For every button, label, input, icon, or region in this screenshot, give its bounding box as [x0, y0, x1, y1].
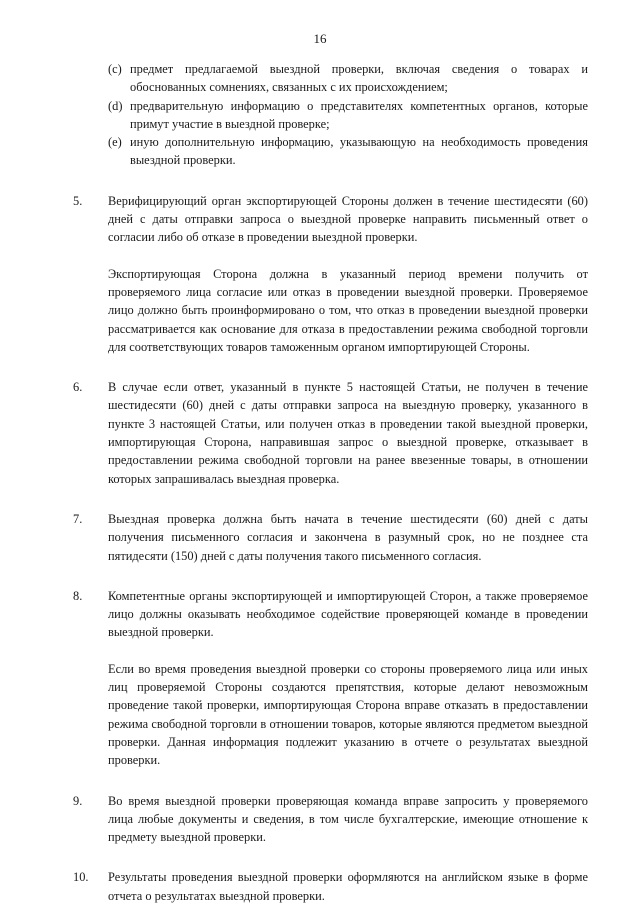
- clause-number: 10.: [73, 870, 89, 885]
- clause-5: [0, 192, 640, 247]
- clause-number: 7.: [73, 511, 83, 526]
- clause-paragraph-text: Если во время проведения выездной проверки со стороны проверяемого лица или иных лиц проверяемой Стороны создаются препятствия, которые делают невозможным проведение такой проверки, импортирующая Сторона вправе отказать в предоставлении режима свободной торговли в отношении товаров, которые являются предметом выездной проверки. Данная информация подлежит указанию в отчете о результатах выездной проверки.: [108, 661, 588, 768]
- clause-text: Компетентные органы экспортирующей и импортирующей Сторон, а также проверяемое лицо должны оказывать необходимое содействие проверяющей команде в проведении выездной проверки.: [108, 588, 588, 640]
- clause-9: [0, 792, 640, 847]
- subitem-d: [0, 97, 640, 134]
- subitem-e: [0, 133, 640, 170]
- subitem-text: иную дополнительную информацию, указывающую на необходимость проведения выездной проверки.: [130, 135, 588, 168]
- clause-number: 6.: [73, 380, 83, 395]
- clause-number: 5.: [73, 193, 83, 208]
- clause-number: 8.: [73, 588, 83, 603]
- clause-text: Верифицирующий орган экспортирующей Стороны должен в течение шестидесяти (60) дней с даты отправки запроса о выездной проверке направить письменный ответ о согласии либо об отказе в проведении выездной проверки.: [108, 193, 588, 245]
- clause-text: В случае если ответ, указанный в пункте 5 настоящей Статьи, не получен в течение шестидесяти (60) дней с даты отправки запроса на выездную проверку, указанного в пункте 3 настоящей Статьи, или получен отказ в проведении такой выездной проверки, импортирующая Сторона, направившая запрос о выездной проверке, отказывает в предоставлении режима свободной торговли на ранее ввезенные товары, в отношении которых запрашивалась выездная проверка.: [108, 380, 588, 486]
- subitem-marker: (e): [108, 135, 122, 150]
- clause-7: [0, 510, 640, 565]
- clause-text: Выездная проверка должна быть начата в течение шестидесяти (60) дней с даты получения письменного согласия и закончена в разумный срок, но не позднее ста пятидесяти (150) дней с даты получения такого письменного согласия.: [108, 511, 588, 563]
- clause-8-paragraph: [0, 660, 640, 770]
- clause-text: Во время выездной проверки проверяющая команда вправе запросить у проверяемого лица любые документы и сведения, в том числе бухгалтерские, имеющие отношение к предмету выездной проверки.: [108, 793, 588, 845]
- subitem-marker: (c): [108, 62, 122, 76]
- clause-number: 9.: [73, 793, 83, 808]
- clause-10: [0, 868, 640, 905]
- subitem-marker: (d): [108, 98, 123, 113]
- clause-text: Результаты проведения выездной проверки оформляются на английском языке в форме отчета о результатах выездной проверки.: [108, 870, 588, 903]
- clause-paragraph-text: Экспортирующая Сторона должна в указанный период времени получить от проверяемого лица согласие или отказ в проведении выездной проверки. Проверяемое лицо должно быть проинформировано о том, что отказ в проведении выездной проверки рассматривается как основание для отказа в предоставлении режима свободной торговли для соответствующих товаров таможенным органом импортирующей Стороны.: [108, 266, 588, 354]
- subitem-text: предварительную информацию о представителях компетентных органов, которые примут участие в выездной проверке;: [130, 98, 588, 131]
- clause-8: [0, 587, 640, 642]
- clause-5-paragraph: [0, 265, 640, 356]
- document-body: [0, 60, 640, 905]
- clause-6: [0, 378, 640, 488]
- subitem-c: [0, 60, 640, 97]
- page-number: 16: [313, 31, 327, 46]
- subitem-text: предмет предлагаемой выездной проверки, включая сведения о товарах и обоснованных сомнениях, связанных с их происхождением;: [130, 62, 588, 95]
